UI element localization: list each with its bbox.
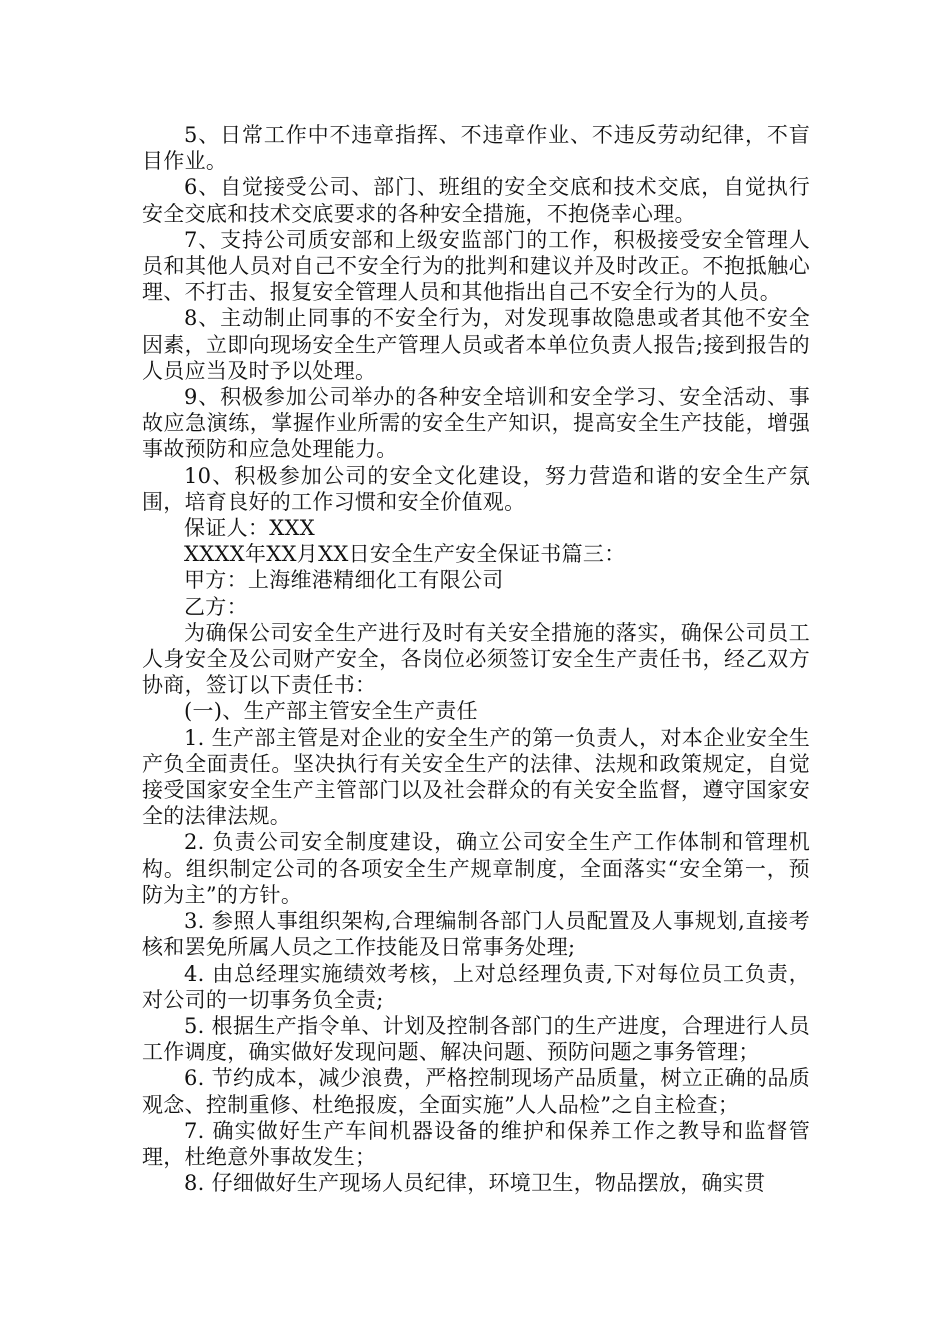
paragraph-item-6: 6、自觉接受公司、部门、班组的安全交底和技术交底，自觉执行安全交底和技术交底要求的各种安全措施，不抱侥幸心理。 [142, 175, 810, 226]
paragraph-item-8: 8、主动制止同事的不安全行为，对发现事故隐患或者其他不安全因素，立即向现场安全生产管理人员或者本单位负责人报告;接到报告的人员应当及时予以处理。 [142, 306, 810, 383]
responsibility-item-5: 5. 根据生产指令单、计划及控制各部门的生产进度，合理进行人员工作调度，确实做好发现问题、解决问题、预防问题之事务管理； [142, 1013, 810, 1065]
responsibility-item-3: 3. 参照人事组织架构,合理编制各部门人员配置及人事规划,直接考核和罢免所属人员之工作技能及日常事务处理; [142, 909, 810, 960]
document-body [142, 122, 810, 1196]
section-title-line: XXXX年XX月XX日安全生产安全保证书篇三： [184, 542, 626, 567]
paragraph-item-5: 5、日常工作中不违章指挥、不违章作业、不违反劳动纪律，不盲目作业。 [142, 123, 810, 174]
intro-paragraph: 为确保公司安全生产进行及时有关安全措施的落实，确保公司员工人身安全及公司财产安全，各岗位必须签订安全生产责任书，经乙双方协商，签订以下责任书： [142, 620, 810, 698]
responsibility-item-1: 1. 生产部主管是对企业的安全生产的第一负责人，对本企业安全生产负全面责任。坚决执行有关安全生产的法律、法规和政策规定，自觉接受国家安全生产主管部门以及社会群众的有关安全监督，遵守国家安全的法律法规。 [142, 725, 810, 829]
responsibility-item-8: 8. 仔细做好生产现场人员纪律，环境卫生，物品摆放，确实贯 [184, 1171, 766, 1196]
subsection-heading: (一)、生产部主管安全生产责任 [184, 699, 478, 724]
paragraph-item-7: 7、支持公司质安部和上级安监部门的工作，积极接受安全管理人员和其他人员对自己不安全行为的批判和建议并及时改正。不抱抵触心理、不打击、报复安全管理人员和其他指出自己不安全行为的人员。 [142, 227, 810, 305]
party-a-line: 甲方：上海维港精细化工有限公司 [184, 568, 504, 593]
party-b-line: 乙方： [184, 594, 248, 619]
responsibility-item-6: 6. 节约成本，减少浪费，严格控制现场产品质量，树立正确的品质观念、控制重修、杜绝报废，全面实施”人人品检”之自主检查； [142, 1066, 810, 1117]
paragraph-item-9: 9、积极参加公司举办的各种安全培训和安全学习、安全活动、事故应急演练，掌握作业所需的安全生产知识，提高安全生产技能，增强事故预防和应急处理能力。 [142, 385, 810, 462]
responsibility-item-4: 4. 由总经理实施绩效考核，上对总经理负责,下对每位员工负责，对公司的一切事务负全责; [142, 961, 810, 1012]
responsibility-item-2: 2. 负责公司安全制度建设，确立公司安全生产工作体制和管理机构。组织制定公司的各项安全生产规章制度，全面落实“安全第一，预防为主”的方针。 [142, 830, 810, 907]
paragraph-item-10: 10、积极参加公司的安全文化建设，努力营造和谐的安全生产氛围，培育良好的工作习惯和安全价值观。 [142, 463, 810, 514]
responsibility-item-7: 7. 确实做好生产车间机器设备的维护和保养工作之教导和监督管理，杜绝意外事故发生； [142, 1118, 810, 1169]
guarantor-line: 保证人：XXX [184, 516, 315, 541]
